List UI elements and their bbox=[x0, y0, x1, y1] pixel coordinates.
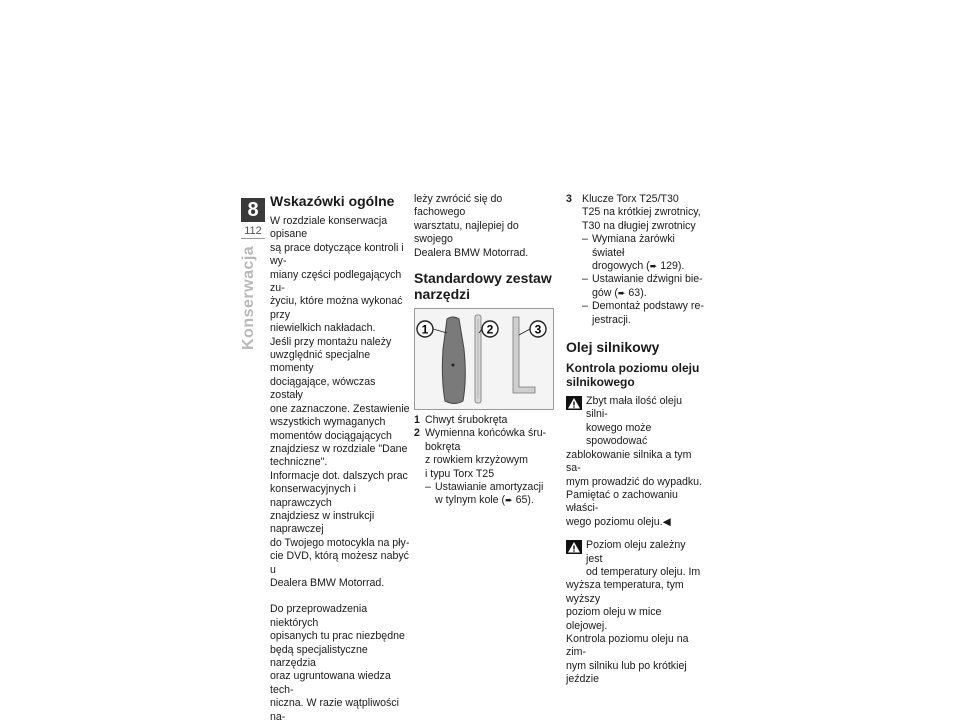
page-number: 112 bbox=[238, 225, 268, 239]
warning-line: Pamiętać o zachowaniu właści- bbox=[566, 488, 678, 515]
arrow-icon: ➨ bbox=[617, 287, 626, 298]
screwdriver-handle-image bbox=[442, 317, 465, 404]
legend-text: Wymienna końcówka śru- bokręta z rowkiem krzyżowym i typu Torx T25 bbox=[425, 427, 547, 480]
general-line: Do przeprowadzenia niektórych bbox=[270, 603, 368, 629]
warning-icon bbox=[566, 540, 582, 554]
continued-line: Dealera BMW Motorrad. bbox=[414, 246, 529, 259]
legend-item-line: Klucze Torx T25/T30 bbox=[582, 193, 679, 205]
warning-line: Poziom oleju zależny jest bbox=[586, 539, 686, 565]
general-notes-text-2 bbox=[270, 603, 410, 724]
general-line: Informacje dot. dalszych prac bbox=[270, 469, 408, 482]
section-heading-toolkit: Standardowy zestaw narzędzi bbox=[414, 270, 552, 303]
legend-subitem: – Ustawianie dźwigni bie- gów (➨ 63). bbox=[582, 273, 703, 299]
arrow-icon: ➨ bbox=[649, 261, 658, 272]
legend-subitem: – Wymiana żarówki świateł drogowych (➨ 129). bbox=[582, 233, 685, 273]
general-line: cie DVD, którą możesz nabyć u bbox=[270, 550, 409, 576]
general-line: znajdziesz w instrukcji naprawczej bbox=[270, 509, 375, 536]
general-line: niczna. W razie wątpliwości na- bbox=[270, 697, 399, 723]
figure-label-3: 3 bbox=[534, 322, 542, 337]
general-line: oraz ugruntowana wiedza tech- bbox=[270, 670, 391, 696]
legend-item-line: T25 na krótkiej zwrotnicy, bbox=[582, 206, 701, 219]
general-line: one zaznaczone. Zestawienie bbox=[270, 402, 410, 415]
chapter-title-vertical: Konserwacja bbox=[240, 245, 257, 350]
warning-line: nym silniku lub po krótkiej jeździe bbox=[566, 659, 687, 686]
general-line: będą specjalistyczne narzędzia bbox=[270, 643, 368, 669]
column-general-notes bbox=[270, 193, 410, 724]
general-line: życiu, które można wykonać przy bbox=[270, 295, 403, 321]
warning-line: Zbyt mała ilość oleju silni- bbox=[586, 395, 682, 421]
column-engine-oil bbox=[566, 193, 704, 687]
warning-line: wego poziomu oleju.◀ bbox=[566, 515, 671, 528]
warning-line: Kontrola poziomu oleju na zim- bbox=[566, 632, 689, 659]
general-line: są prace dotyczące kontroli i wy- bbox=[270, 241, 404, 268]
general-line: techniczne". bbox=[270, 456, 328, 469]
warning-line: poziom oleju w mice olejowej. bbox=[566, 606, 662, 632]
legend-item bbox=[414, 414, 556, 427]
warning-block-2 bbox=[566, 539, 704, 686]
legend-text: Chwyt śrubokręta bbox=[425, 414, 508, 427]
warning-icon bbox=[566, 396, 582, 410]
warning-line: wyższa temperatura, tym wyższy bbox=[566, 579, 684, 605]
continued-line: warsztatu, najlepiej do swojego bbox=[414, 219, 519, 246]
legend-number: 1 bbox=[414, 414, 420, 427]
general-notes-text bbox=[270, 215, 410, 590]
figure-label-2: 2 bbox=[486, 322, 494, 337]
continued-text bbox=[414, 193, 556, 260]
legend-subitems bbox=[566, 233, 704, 327]
general-line: Jeśli przy montażu należy bbox=[270, 335, 392, 348]
legend-item: 3 Klucze Torx T25/T30 T25 na krótkiej zwrotnicy, T30 na długiej zwrotnicy bbox=[566, 193, 704, 233]
legend-subitem: – Demontaż podstawy re- jestracji. bbox=[582, 300, 704, 326]
general-line: konserwacyjnych i naprawczych bbox=[270, 483, 356, 509]
general-line: wszystkich wymaganych bbox=[270, 416, 386, 429]
column-toolkit bbox=[414, 193, 556, 508]
figure-label-1: 1 bbox=[421, 322, 429, 337]
general-line: miany części podlegających zu- bbox=[270, 268, 402, 295]
continued-line: leży zwrócić się do fachowego bbox=[414, 193, 503, 219]
general-line: W rozdziale konserwacja opisane bbox=[270, 215, 388, 241]
section-heading-oil: Olej silnikowy bbox=[566, 339, 660, 356]
general-line: do Twojego motocykla na pły- bbox=[270, 536, 410, 549]
warning-line: mym prowadzić do wypadku. bbox=[566, 475, 703, 488]
chapter-number: 8 bbox=[241, 198, 265, 222]
arrow-icon: ➨ bbox=[505, 495, 513, 506]
general-line: opisanych tu prac niezbędne bbox=[270, 630, 405, 643]
legend-item bbox=[414, 427, 556, 481]
toolkit-legend bbox=[414, 414, 556, 481]
general-line: znajdziesz w rozdziale "Dane bbox=[270, 442, 408, 455]
general-line: dociągające, wówczas zostały bbox=[270, 375, 376, 402]
legend-subitem: – Ustawianie amortyzacji w tylnym kole (➨ 65). bbox=[425, 481, 544, 507]
warning-line: zablokowanie silnika a tym sa- bbox=[566, 448, 692, 475]
warning-line: od temperatury oleju. Im bbox=[586, 565, 701, 578]
general-line: uwzględnić specjalne momenty bbox=[270, 349, 371, 375]
legend-item-line: T30 na długiej zwrotnicy bbox=[582, 219, 696, 232]
warning-block-1 bbox=[566, 395, 704, 529]
legend-number: 2 bbox=[414, 427, 420, 440]
toolkit-figure bbox=[414, 308, 554, 410]
section-heading-general: Wskazówki ogólne bbox=[270, 193, 395, 209]
subsection-heading-oil-level: Kontrola poziomu oleju silnikowego bbox=[566, 361, 700, 390]
general-line: niewielkich nakładach. bbox=[270, 322, 376, 335]
general-line: Dealera BMW Motorrad. bbox=[270, 576, 385, 589]
general-line: momentów dociągających bbox=[270, 429, 392, 442]
warning-line: kowego może spowodować bbox=[586, 421, 652, 448]
